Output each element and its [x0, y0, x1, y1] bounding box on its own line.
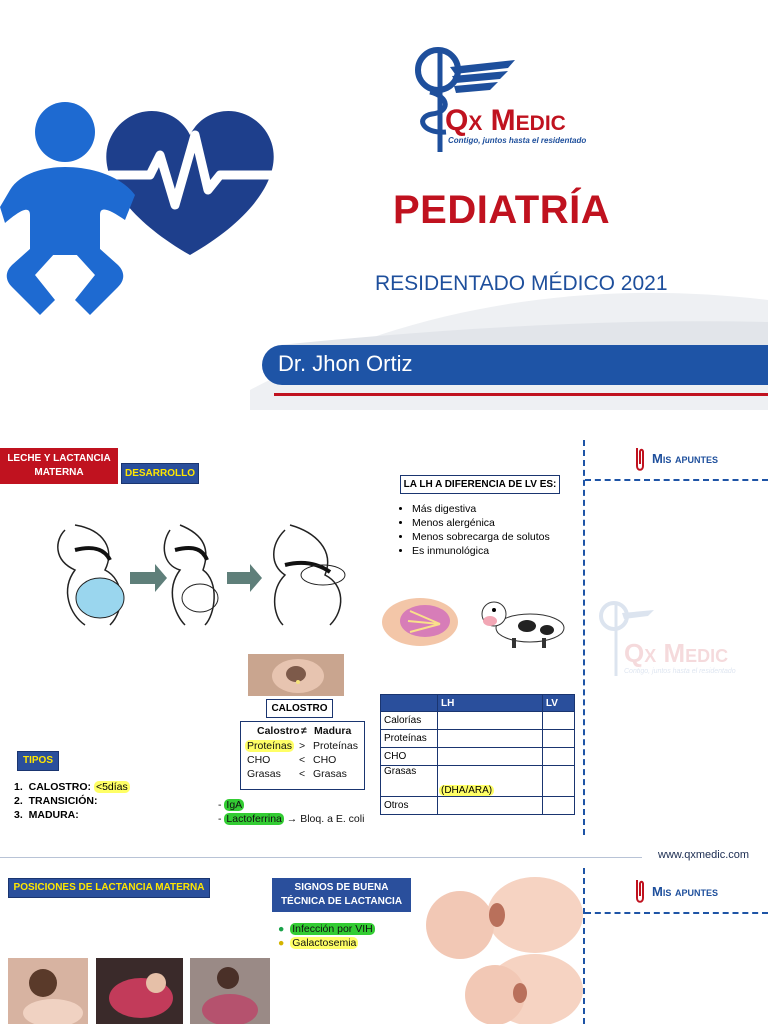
desarrollo-label: DESARROLLO — [121, 463, 199, 484]
lh-difference-list — [395, 502, 550, 558]
footer-line — [0, 857, 642, 858]
list-item: ● Galactosemia — [278, 937, 357, 949]
tipo-number: 1. — [14, 781, 23, 793]
cover-slide — [0, 0, 768, 410]
table-cell: Calorías — [381, 712, 438, 730]
notes-divider — [583, 868, 585, 1024]
website-link[interactable]: www.qxmedic.com — [658, 849, 750, 861]
list-item: • Menos sobrecarga de solutos — [412, 530, 550, 544]
lh-difference-box: LA LH A DIFERENCIA DE LV ES: — [400, 475, 560, 494]
table-cell — [438, 748, 543, 766]
tipo-name: TRANSICIÓN: — [28, 795, 98, 807]
tipo-number: 2. — [14, 795, 23, 807]
compare-row-left: Grasas — [247, 768, 281, 780]
table-cell: Grasas — [381, 766, 438, 797]
tipos-label: TIPOS — [17, 751, 59, 771]
list-item — [14, 808, 130, 822]
lactoferrina-line: - Lactoferrina → Bloq. a E. coli — [218, 813, 365, 825]
author-name: Dr. Jhon Ortiz — [278, 351, 413, 376]
watermark-brand: Qx Medic — [624, 638, 729, 668]
cow-image — [472, 596, 570, 650]
table-cell: Proteínas — [381, 730, 438, 748]
brand-tagline: Contigo, juntos hasta el residentado — [448, 136, 587, 145]
paperclip-icon — [632, 876, 648, 906]
lh-lv-table — [380, 694, 575, 815]
cover-red-line — [274, 393, 768, 396]
cover-title: PEDIATRÍA — [393, 188, 611, 232]
table-header-row — [381, 695, 575, 712]
table-cell — [438, 730, 543, 748]
table-header-cell: LH — [438, 695, 543, 712]
paperclip-icon — [632, 444, 648, 474]
compare-row-right: Proteínas — [313, 740, 358, 752]
contraindications-list — [278, 922, 375, 950]
list-item: • Menos alergénica — [412, 516, 550, 530]
list-item: • Es inmunológica — [412, 544, 550, 558]
baby-heart-icon — [0, 95, 285, 330]
tipo-name: CALOSTRO — [28, 781, 88, 793]
brand-name: Qx Medic — [445, 104, 566, 137]
tipo-note: <5días — [95, 781, 128, 793]
table-cell — [438, 766, 543, 797]
proteinas-highlight: Proteínas — [247, 740, 292, 752]
iga-highlight: IgA — [226, 799, 243, 811]
list-item — [14, 794, 130, 808]
bloq-text: → Bloq. a E. coli — [286, 813, 365, 825]
table-row — [381, 730, 575, 748]
list-item: ● Infección por VIH — [278, 923, 373, 935]
leche-lactancia-label: LECHE Y LACTANCIA MATERNA — [0, 448, 118, 484]
breast-anatomy-image — [380, 596, 460, 648]
table-row — [381, 797, 575, 815]
compare-row-right: Grasas — [313, 768, 347, 780]
table-header-cell: LV — [542, 695, 574, 712]
notes-divider — [583, 440, 585, 835]
table-cell — [542, 766, 574, 797]
table-row — [381, 748, 575, 766]
compare-left-header: Calostro — [257, 725, 300, 737]
mis-apuntes-heading: Mis apuntes — [652, 451, 718, 466]
table-cell — [542, 712, 574, 730]
table-cell — [542, 797, 574, 815]
table-cell — [542, 748, 574, 766]
notes-rule — [585, 479, 768, 481]
section-header-leche — [0, 448, 118, 484]
calostro-photo — [248, 654, 344, 696]
position-photo-1 — [8, 958, 88, 1024]
compare-row-op: < — [299, 754, 306, 766]
compare-row-left: CHO — [247, 754, 271, 766]
table-row — [381, 766, 575, 797]
position-photo-2 — [96, 958, 183, 1024]
dha-ara-note: (DHA/ARA) — [441, 785, 493, 796]
table-cell — [438, 797, 543, 815]
compare-row-right: CHO — [313, 754, 337, 766]
mis-apuntes-heading: Mis apuntes — [652, 884, 718, 899]
lactoferrina-highlight: Lactoferrina — [226, 813, 282, 825]
table-cell: CHO — [381, 748, 438, 766]
notes-rule — [585, 912, 768, 914]
tipos-list — [14, 780, 130, 822]
table-header-cell — [381, 695, 438, 712]
table-cell: Otros — [381, 797, 438, 815]
list-item: • Más digestiva — [412, 502, 550, 516]
watermark-logo — [596, 598, 764, 688]
watermark-tagline: Contigo, juntos hasta el residentado — [624, 668, 736, 675]
posiciones-label: POSICIONES DE LACTANCIA MATERNA — [8, 878, 210, 898]
table-cell — [438, 712, 543, 730]
tipo-name: MADURA: — [28, 809, 79, 821]
list-item: 1. CALOSTRO: <5días — [14, 781, 128, 793]
calostro-madura-compare — [240, 721, 365, 790]
cover-subtitle: RESIDENTADO MÉDICO 2021 — [375, 272, 668, 295]
position-photo-3 — [190, 958, 270, 1024]
galactosemia-highlight: Galactosemia — [292, 937, 357, 949]
latch-technique-illustration — [405, 875, 585, 1024]
signos-label: SIGNOS DE BUENA TÉCNICA DE LACTANCIA — [272, 878, 411, 912]
iga-line: - IgA — [218, 799, 243, 811]
compare-row-op: < — [299, 768, 306, 780]
table-cell — [542, 730, 574, 748]
table-row — [381, 712, 575, 730]
breast-development-illustration — [45, 520, 355, 630]
compare-right-header: Madura — [314, 725, 352, 737]
tipo-number: 3. — [14, 809, 23, 821]
compare-op-header: ≠ — [301, 725, 307, 737]
compare-row-op: > — [299, 740, 306, 752]
vih-highlight: Infección por VIH — [292, 923, 373, 935]
compare-row-left — [245, 740, 294, 752]
calostro-label: CALOSTRO — [266, 699, 333, 718]
